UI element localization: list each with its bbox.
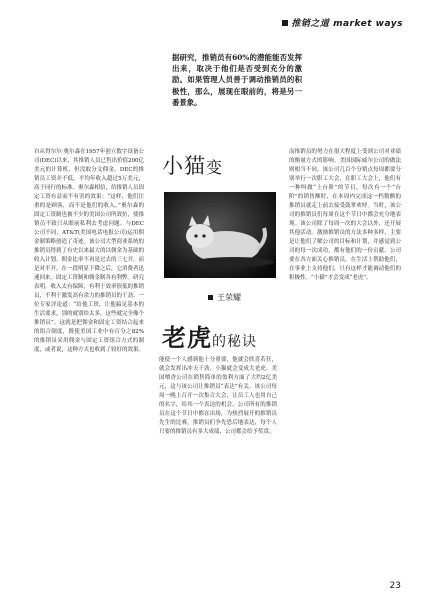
author-name: 王荣耀 xyxy=(217,293,241,302)
article-column-3: 而推销员的努力在很大程度上受到公司对业绩的衡量方式的影响。美国国际威尔公司的做法则相当不同。该公司几百个分销点每周都要分别举行一次职工大会，在职工大会上，他们有一种叫做“上台阶”的节目，每次有一个“台阶”的销售额时，在本周内完成这一档数额的推销员就走上前去接受鼓掌欢呼。当时，该公司的推销员们每周在这个节日中都会充分地表现。该公司除了每周一次的大会以外，还开展其他活动。激励推销员的方法多种多样，主要是让他们了解公司的目标和计划，并感觉到公司的每一次成功，都有他们的一份贡献。公司要在各方面关心推销员，在生活上帮助他们，在事业上支持他们，只有这样才能调动他们的积极性。“小猫”才会变成“老虎”。 xyxy=(289,149,401,281)
title-part1-big: 小猫 xyxy=(162,154,206,178)
section-title: 推销之道 xyxy=(291,19,330,29)
title-part2-small: 的秘诀 xyxy=(212,334,257,350)
article-column-2: 能使一个人感到他十分重要，他就会欣喜若狂，就会发挥出冲天干劲，小猫就会变成大老虎。美国喷香公司在销售简单的盈利方面了大约2亿美元，这与该公司让推销员“表达”有关。该公司每周一晚上召开一次集合大会，让员工人也用自己的名字，给其一个表达的机会。公司所有的推销员在这个节日中都在出场，为热烈展开的推销员先生的比赛，推销员们争先恐后地表达，每个人只要的推销员有多大成绩，公司都会给予奖赏。 xyxy=(159,357,277,435)
article-title-line-2 xyxy=(162,318,257,353)
illustration-cat-photo xyxy=(164,192,276,278)
author-byline xyxy=(208,292,241,303)
article-column-1: 自从得尔尔·奥尔森在1957年创立数字设备公司(DEC)以来，其推销人员已售出价值200亿美元的计算机，但没取分文佣金。DEC的推销员工资并不低，平均年收入超过5万美元，高于同行的标准。奥尔森相信，给推销人员固定工资有益而不有害的效果：“这样，他们注重的是顾客，而不是他们的收入。”奥尔森的固定工资制也被不少的美国公司所效仿，使推销员不致只从眼前私利去考虑问题。与DEC公司不同，AT&T(美国电话电报公司)运用佣金制策略创造了奇迹。该公司大型商业系统的推销员得到了有史以来最大的以佣金为基础的收入计划。佣金比率不再是过去的三七开，而是对半开，在一段明显下降之后，它消费者迅速回来。固定工资制和佣金制各有利弊。研究表明，收入太有保障，有利于效率很低的推销员，不利于激发高有余力的推销员的干劲。一位专家评论道：“给他工资，让他搞足基本的生活要求，别的就别给太多，这些就完全像个推销员”。这就是把佣金和固定工资结合起来的组合制度，既使美国工业中有百分之82%的推销员采用佣金与固定工资组合方式的制度，或者说，这种方式也收到了较好的效果。 xyxy=(34,149,144,353)
article-title-line-1 xyxy=(162,150,223,180)
title-part1-small: 变 xyxy=(206,158,224,177)
page-number: 23 xyxy=(389,581,401,591)
square-bullet-icon xyxy=(208,295,213,300)
section-title-en: market ways xyxy=(333,19,403,29)
cat-illustration-icon xyxy=(164,192,276,278)
pull-quote: 据研究，推销员有60%的潜能能否发挥出来，取决于他们是否受到充分的激励。如果管理人员善于调动推销员的积极性，那么，展现在眼前的，将是另一番景象。 xyxy=(172,53,302,107)
section-header xyxy=(282,16,403,29)
square-bullet-icon xyxy=(282,20,288,26)
title-part2-big: 老虎 xyxy=(162,323,212,352)
